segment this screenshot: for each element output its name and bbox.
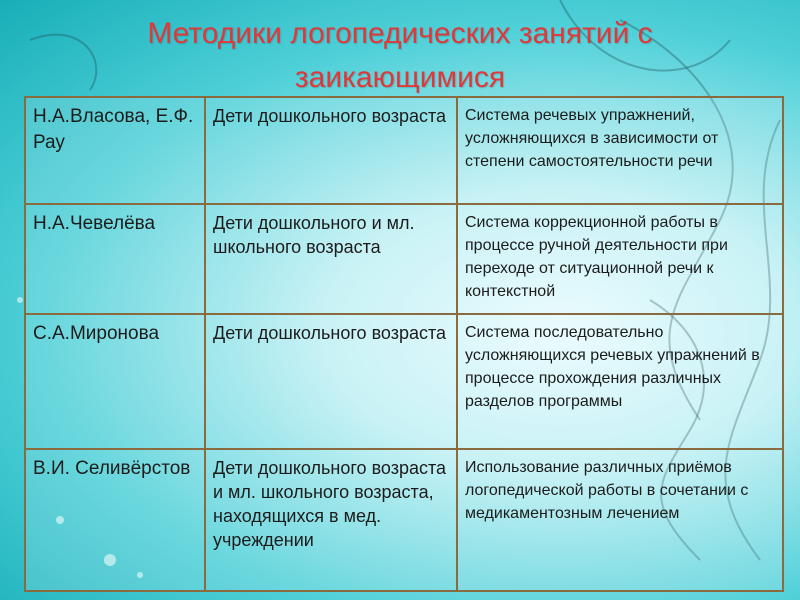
method-cell: Система последовательно усложняющихся речевых упражнений в процессе прохождения различных разделов программы (457, 314, 783, 449)
audience-cell: Дети дошкольного возраста (205, 97, 457, 204)
author-cell: В.И. Селивёрстов (25, 449, 205, 591)
author-cell: Н.А.Власова, Е.Ф. Рау (25, 97, 205, 204)
table-row (25, 314, 783, 449)
title-line-1: Методики логопедических занятий с (147, 17, 653, 50)
page-title (0, 12, 800, 100)
audience-cell: Дети дошкольного возраста (205, 314, 457, 449)
method-cell: Система речевых упражнений, усложняющихся в зависимости от степени самостоятельности речи (457, 97, 783, 204)
method-cell: Система коррекционной работы в процессе ручной деятельности при переходе от ситуационной речи к контекстной (457, 204, 783, 314)
title-line-2: заикающимися (294, 61, 506, 94)
method-cell: Использование различных приёмов логопедической работы в сочетании с медикаментозным лечением (457, 449, 783, 591)
audience-cell: Дети дошкольного и мл. школьного возраста (205, 204, 457, 314)
table-row (25, 204, 783, 314)
author-cell: Н.А.Чевелёва (25, 204, 205, 314)
methods-table (24, 96, 784, 592)
table-row (25, 449, 783, 591)
author-cell: С.А.Миронова (25, 314, 205, 449)
audience-cell: Дети дошкольного возраста и мл. школьного возраста, находящихся в мед. учреждении (205, 449, 457, 591)
table-row (25, 97, 783, 204)
